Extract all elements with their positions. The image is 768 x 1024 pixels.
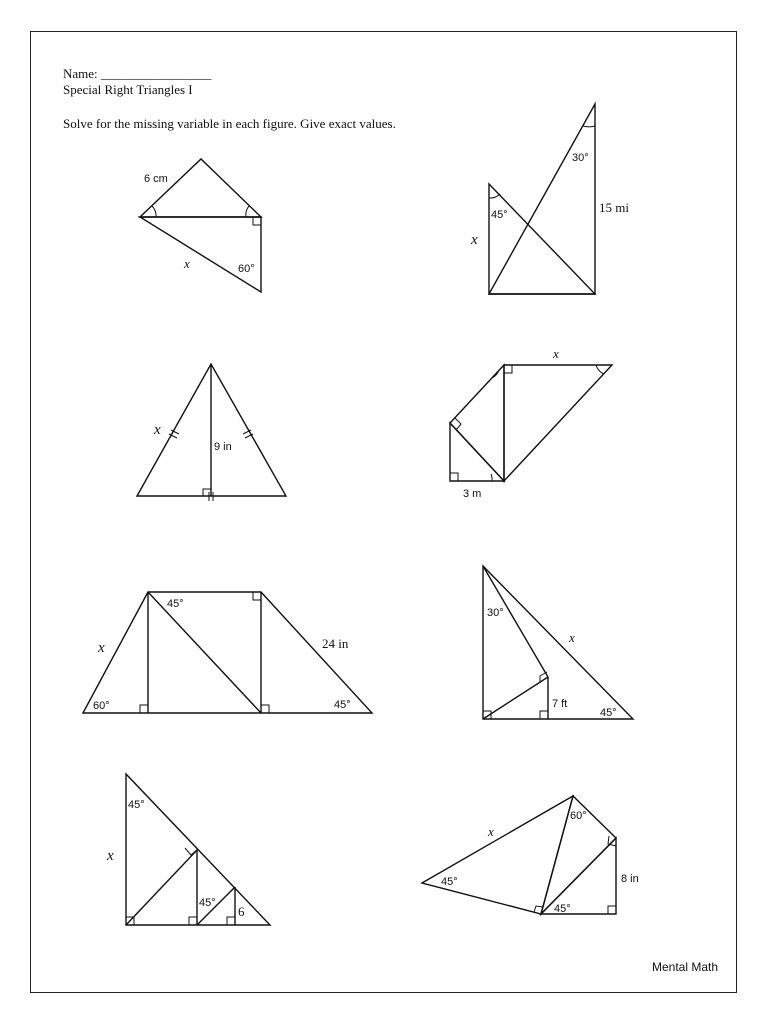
figure-4-right-angle-mark [504,365,512,373]
figure-8-variable: x [488,824,494,839]
figure-6-angle-b: 45° [600,707,617,719]
figure-1-top-triangle [140,159,261,217]
figure-1-variable: x [184,256,190,271]
figure-2-small-triangle [489,184,595,294]
figure-6-right-angle-mark-2 [540,711,548,719]
figure-1-side-label: 6 cm [144,173,168,185]
figure-6 [483,566,633,719]
figure-2-tall-triangle [489,104,595,294]
figure-7 [106,774,270,925]
figure-6-side-label: 7 ft [552,698,568,710]
footer-credit: Mental Math [651,960,718,974]
figure-7-variable: x [107,848,114,864]
figure-5-side-label: 24 in [322,636,349,651]
figure-8-right-triangle [541,838,616,914]
figure-4-variable: x [553,346,559,361]
figure-4-right-angle-mark-2 [455,418,461,430]
figure-5-right-angle-mark-3 [253,592,261,600]
figure-2-angle-a: 30° [572,152,589,164]
figure-1-angle-label: 60° [238,263,255,275]
figure-1-bottom-triangle [140,217,261,292]
figure-6-variable: x [569,630,575,645]
figure-7-right-angle-mark-3 [227,917,235,925]
figure-8-left-triangle [422,796,573,914]
figure-3 [137,364,286,501]
figure-5-angle-a: 45° [167,598,184,610]
figure-5-trapezoid [83,592,372,713]
worksheet-title: Special Right Triangles I [63,82,193,97]
figure-7-angle-b: 45° [199,897,216,909]
figure-5-right-angle-mark [140,705,148,713]
figure-1-right-angle-mark-2 [253,217,261,225]
figure-6-outer-triangle [483,566,633,719]
figure-1-angle-arc-2 [246,206,249,217]
figure-1-angle-arc [152,206,156,217]
figure-6-inner-base [483,677,548,719]
figure-8-right-angle-mark-3 [608,906,616,914]
figure-7-right-angle-mark-2 [189,917,197,925]
figure-7-side-label: 6 [238,904,245,919]
figure-5-diagonal [148,592,261,713]
figure-5-angle-b: 60° [93,700,110,712]
instructions: Solve for the missing variable in each figure. Give exact values. [63,116,396,131]
figure-5-angle-c: 45° [334,699,351,711]
figure-7-altitude [126,850,197,925]
name-line: Name: _________________ [63,66,212,81]
figure-8-side-label: 8 in [621,873,639,885]
figure-4-bottom-triangle [450,423,504,481]
figure-4 [450,346,612,500]
figure-5-right-angle-mark-2 [261,705,269,713]
figure-2 [470,104,629,294]
figure-8 [422,796,639,915]
figure-3-right-angle-mark [203,489,211,496]
figure-2-variable: x [471,232,478,248]
figure-8-angle-c: 45° [441,876,458,888]
figure-5-variable: x [98,640,105,656]
figure-1 [140,159,261,292]
figure-4-top-triangle [504,365,612,481]
figure-3-variable: x [154,422,161,438]
figure-4-angle-arc [596,365,604,374]
figure-2-side-label: 15 mi [599,200,629,215]
figure-2-angle-b: 45° [491,209,508,221]
figure-4-right-angle-mark-3 [450,473,458,481]
figure-4-side-label: 3 m [463,488,482,500]
figure-7-angle-a: 45° [128,799,145,811]
figure-4-middle-triangle [450,365,504,481]
figure-6-angle-a: 30° [487,607,504,619]
figure-8-angle-a: 60° [570,810,587,822]
figure-4-angle-arc-3 [491,474,492,481]
figure-2-angle-arc-2 [583,126,595,127]
figure-3-height-label: 9 in [214,441,232,453]
figure-8-angle-b: 45° [554,903,571,915]
figure-5 [83,592,372,713]
